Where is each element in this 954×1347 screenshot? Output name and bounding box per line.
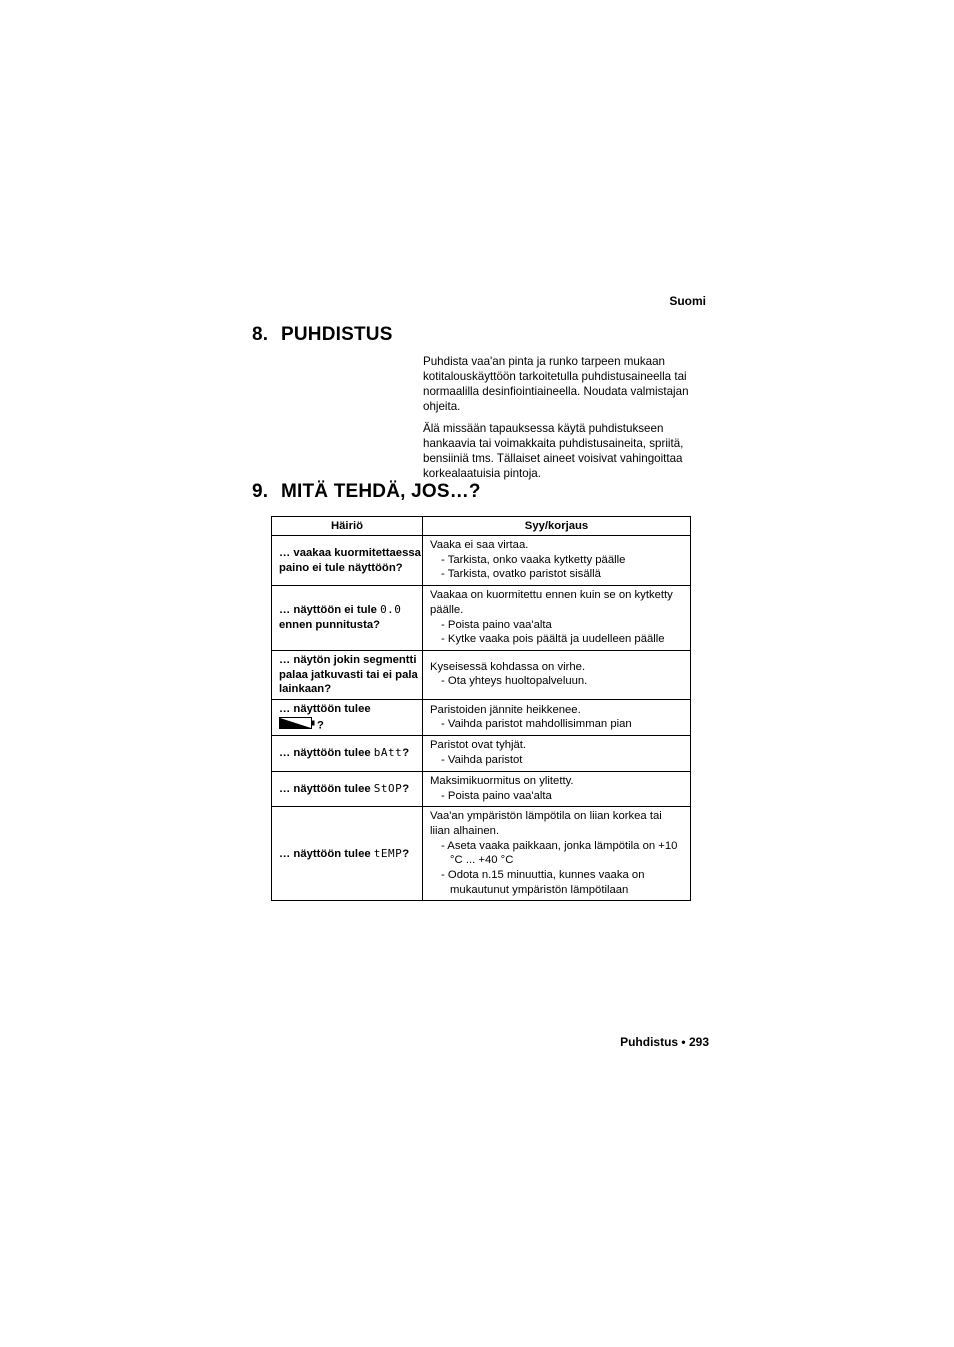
fault-cell xyxy=(272,771,423,806)
cause-cell xyxy=(423,771,691,806)
paragraph: Puhdista vaa'an pinta ja runko tarpeen mukaan kotitalouskäyttöön tarkoitetulla puhdistusaineella tai normaalilla desinfiointiaineella. Noudata valmistajan ohjeita. xyxy=(423,355,689,413)
section-heading-cleaning xyxy=(252,324,393,346)
list-item: - Tarkista, ovatko paristot sisällä xyxy=(430,567,684,582)
list-item: - Tarkista, onko vaaka kytketty päälle xyxy=(430,553,684,568)
table-row xyxy=(272,700,691,736)
list-item: - Aseta vaaka paikkaan, jonka lämpötila on +10 °C ... +40 °C xyxy=(430,839,684,868)
table-row xyxy=(272,736,691,771)
fault-cell xyxy=(272,700,423,736)
list-item: - Odota n.15 minuuttia, kunnes vaaka on mukautunut ympäristön lämpötilaan xyxy=(430,868,684,897)
language-label: Suomi xyxy=(669,294,706,308)
cause-cell xyxy=(423,736,691,771)
table-header-row xyxy=(272,517,691,536)
table-row xyxy=(272,771,691,806)
table-row xyxy=(272,650,691,699)
section-title: PUHDISTUS xyxy=(281,324,393,345)
table-row xyxy=(272,586,691,651)
fault-cell xyxy=(272,586,423,651)
fault-text: ? xyxy=(317,719,324,732)
fault-text: ? xyxy=(402,782,410,795)
fault-cell xyxy=(272,807,423,901)
cause-text: Vaakaa on kuormitettu ennen kuin se on kytketty päälle. xyxy=(430,589,673,616)
cause-cell xyxy=(423,586,691,651)
fault-text: ennen punnitusta? xyxy=(279,619,381,632)
lcd-display-text: StOP xyxy=(373,781,403,795)
section-heading-troubleshooting xyxy=(252,481,481,503)
cleaning-instructions xyxy=(423,354,713,488)
table-row xyxy=(272,536,691,586)
paragraph: Älä missään tapauksessa käytä puhdistukseen hankaavia tai voimakkaita puhdistusaineita, spriitä, bensiiniä tms. Tällaiset aineet voisivat vahingoittaa korkealaatuisia pintoja. xyxy=(423,422,684,480)
lcd-display-text: bAtt xyxy=(373,746,403,760)
lcd-display-text: 0.0 xyxy=(380,603,402,617)
fault-text: … näyttöön tulee xyxy=(279,747,371,760)
cause-text: Kyseisessä kohdassa on virhe. xyxy=(430,660,586,673)
list-item: - Vaihda paristot xyxy=(430,753,684,768)
list-item: - Ota yhteys huoltopalveluun. xyxy=(430,674,684,689)
list-item: - Vaihda paristot mahdollisimman pian xyxy=(430,717,684,732)
fault-text: … näyttöön tulee xyxy=(279,703,371,716)
fault-text: ? xyxy=(402,747,410,760)
fault-text: … näyttöön ei tule xyxy=(279,604,377,617)
section-number: 8. xyxy=(252,324,269,345)
column-header-cause: Syy/korjaus xyxy=(423,517,691,536)
cause-cell xyxy=(423,807,691,901)
fault-text: … näyttöön tulee xyxy=(279,847,371,860)
cause-cell xyxy=(423,650,691,699)
list-item: - Poista paino vaa'alta xyxy=(430,618,684,633)
fault-text: ? xyxy=(402,847,410,860)
cause-text: Vaaka ei saa virtaa. xyxy=(430,539,529,551)
fault-text: … näyttöön tulee xyxy=(279,782,371,795)
page-footer: Puhdistus • 293 xyxy=(620,1035,709,1049)
cause-cell xyxy=(423,536,691,586)
cause-text: Paristoiden jännite heikkenee. xyxy=(430,703,581,716)
list-item: - Poista paino vaa'alta xyxy=(430,789,684,804)
section-title: MITÄ TEHDÄ, JOS…? xyxy=(281,481,481,502)
cause-cell xyxy=(423,700,691,736)
troubleshooting-table xyxy=(271,516,691,901)
fault-cell xyxy=(272,736,423,771)
column-header-fault: Häiriö xyxy=(272,517,423,536)
table-row xyxy=(272,807,691,901)
fault-cell: … näytön jokin segmentti palaa jatkuvasti tai ei pala lainkaan? xyxy=(272,650,423,699)
cause-text: Vaa'an ympäristön lämpötila on liian korkea tai liian alhainen. xyxy=(430,810,662,837)
battery-low-icon xyxy=(279,717,315,734)
lcd-display-text: tEMP xyxy=(373,846,403,860)
section-number: 9. xyxy=(252,481,269,502)
cause-text: Maksimikuormitus on ylitetty. xyxy=(430,774,574,787)
list-item: - Kytke vaaka pois päältä ja uudelleen päälle xyxy=(430,632,684,647)
cause-text: Paristot ovat tyhjät. xyxy=(430,739,527,752)
fault-cell: … vaakaa kuormitettaessa paino ei tule näyttöön? xyxy=(272,536,423,586)
